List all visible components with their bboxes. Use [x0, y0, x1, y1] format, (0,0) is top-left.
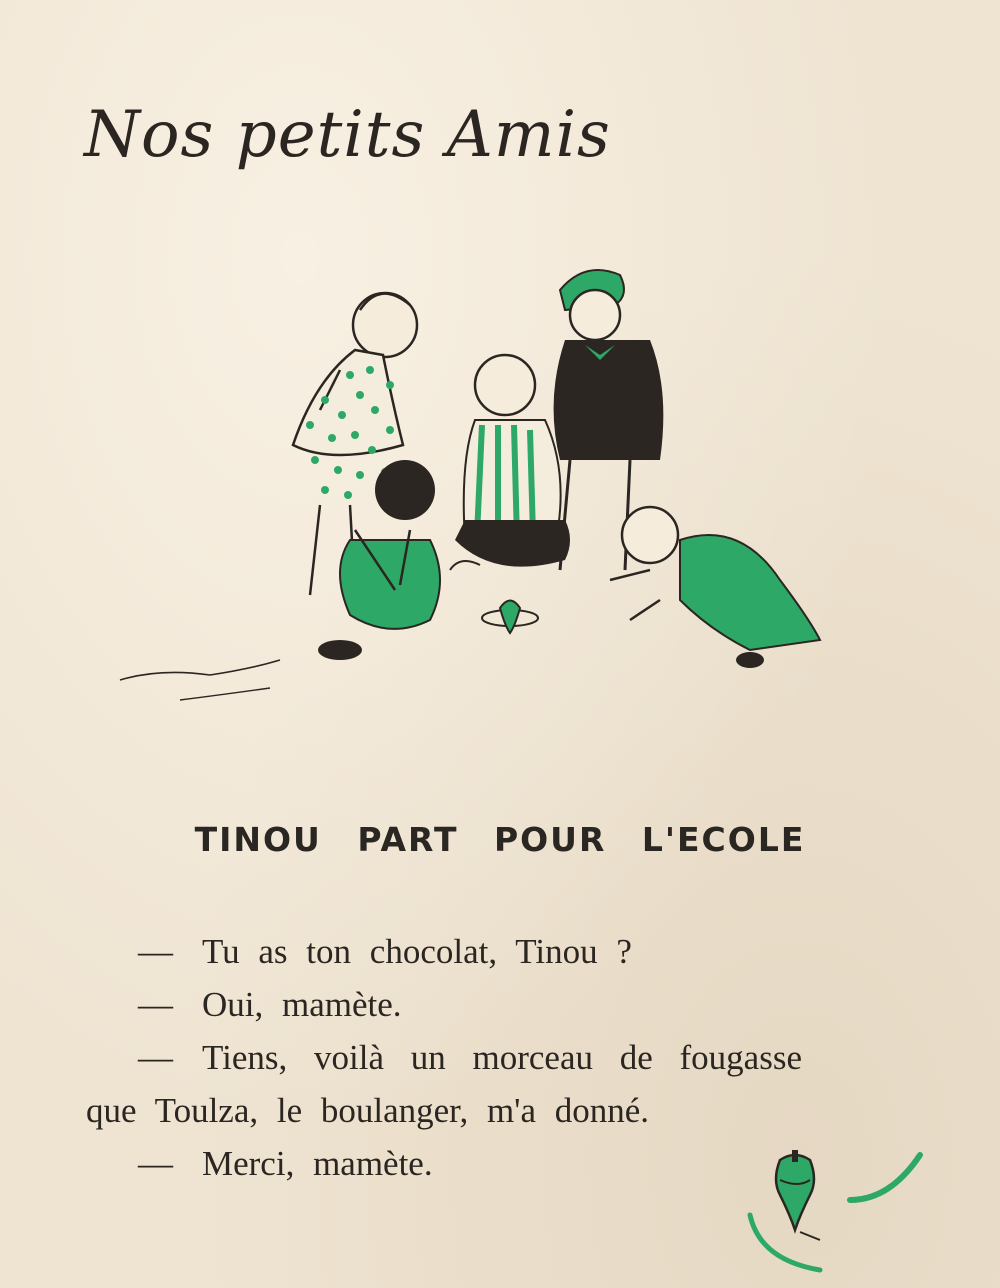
striped-shirt-boy-figure: [450, 355, 570, 570]
dialogue-dash: —: [138, 932, 173, 971]
toddler-figure: [610, 507, 820, 668]
dialogue-line-text: Merci, mamète.: [202, 1144, 433, 1183]
artist-signature: [120, 660, 280, 700]
dialogue-line-text: que Toulza, le boulanger, m'a donné.: [86, 1091, 650, 1130]
chapter-heading: TINOU PART POUR L'ECOLE: [194, 820, 806, 859]
dialogue-line: [86, 925, 886, 978]
crouching-boy-figure: [318, 460, 440, 660]
dialogue-line: [86, 1031, 886, 1084]
dialogue-line-text: Oui, mamète.: [202, 985, 402, 1024]
dialogue-line: [86, 1084, 886, 1137]
dialogue-line-text: Tiens, voilà un morceau de fougasse: [202, 1038, 802, 1077]
dialogue-dash: —: [138, 985, 173, 1024]
page-title: Nos petits Amis: [84, 98, 611, 172]
dialogue-dash: —: [138, 1144, 173, 1183]
dialogue-dash: —: [138, 1038, 173, 1077]
children-spinning-top-illustration: [110, 240, 880, 720]
dialogue-line: [86, 978, 886, 1031]
dialogue-line-text: Tu as ton chocolat, Tinou ?: [202, 932, 632, 971]
spinning-top-vignette: [740, 1140, 940, 1280]
spinning-top-drawing: [482, 601, 538, 634]
